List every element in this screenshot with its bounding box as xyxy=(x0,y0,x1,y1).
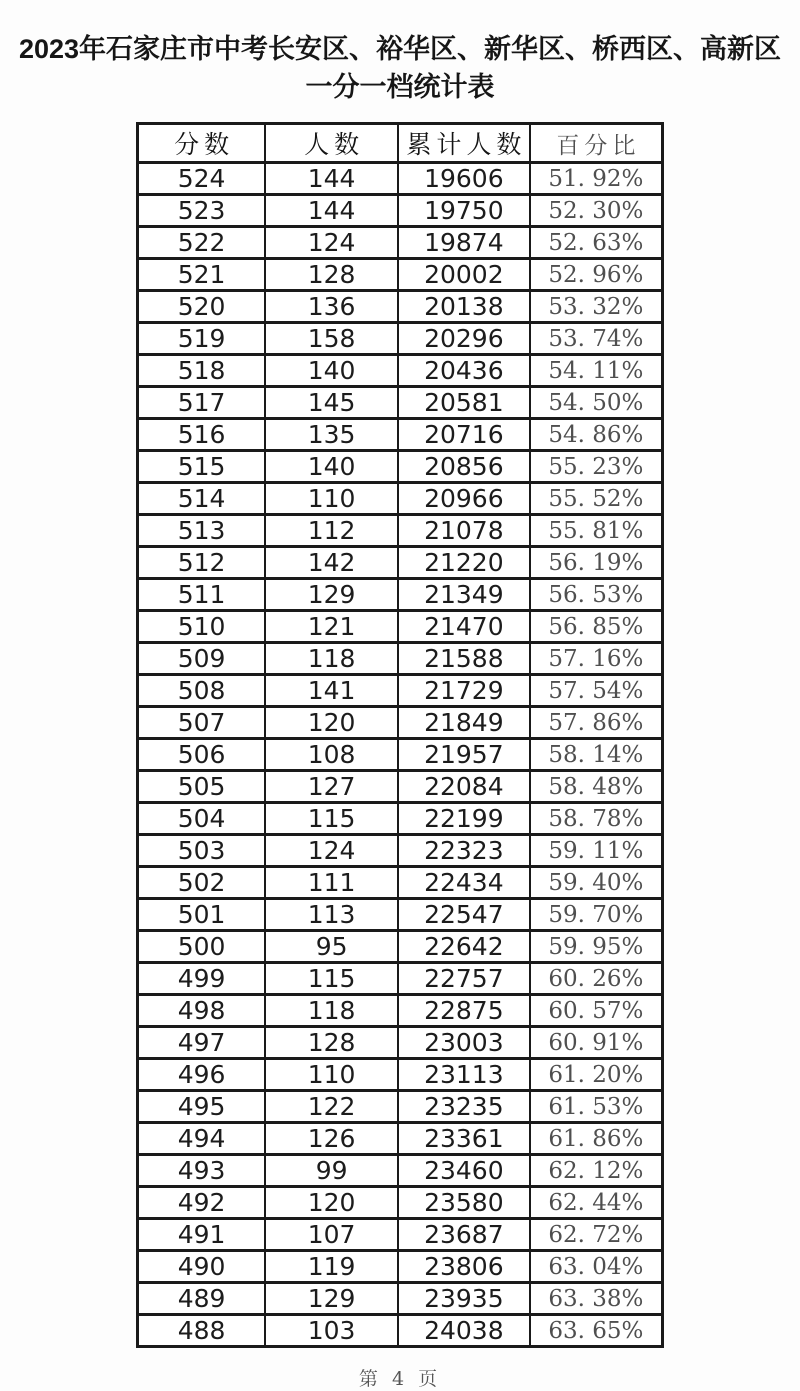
count-cell: 145 xyxy=(265,387,398,419)
percent-cell: 54. 50% xyxy=(530,387,663,419)
count-cell: 122 xyxy=(265,1091,398,1123)
percent-cell: 63. 38% xyxy=(530,1283,663,1315)
count-cell: 144 xyxy=(265,195,398,227)
count-cell: 140 xyxy=(265,451,398,483)
count-cell: 113 xyxy=(265,899,398,931)
count-cell: 95 xyxy=(265,931,398,963)
cumulative-cell: 22084 xyxy=(398,771,530,803)
percent-cell: 57. 54% xyxy=(530,675,663,707)
score-cell: 518 xyxy=(138,355,266,387)
count-cell: 124 xyxy=(265,835,398,867)
table-row xyxy=(138,707,663,739)
percent-cell: 56. 53% xyxy=(530,579,663,611)
count-cell: 136 xyxy=(265,291,398,323)
cumulative-cell: 23003 xyxy=(398,1027,530,1059)
percent-cell: 59. 40% xyxy=(530,867,663,899)
table-row xyxy=(138,419,663,451)
count-cell: 129 xyxy=(265,1283,398,1315)
percent-cell: 58. 78% xyxy=(530,803,663,835)
table-row xyxy=(138,803,663,835)
cumulative-cell: 23235 xyxy=(398,1091,530,1123)
count-cell: 135 xyxy=(265,419,398,451)
table-row xyxy=(138,643,663,675)
percent-cell: 52. 96% xyxy=(530,259,663,291)
count-cell: 110 xyxy=(265,1059,398,1091)
score-cell: 516 xyxy=(138,419,266,451)
percent-cell: 55. 52% xyxy=(530,483,663,515)
score-cell: 517 xyxy=(138,387,266,419)
table-row xyxy=(138,931,663,963)
score-cell: 501 xyxy=(138,899,266,931)
percent-cell: 58. 14% xyxy=(530,739,663,771)
table-row xyxy=(138,1059,663,1091)
percent-cell: 55. 81% xyxy=(530,515,663,547)
score-cell: 506 xyxy=(138,739,266,771)
count-cell: 128 xyxy=(265,259,398,291)
table-row xyxy=(138,1123,663,1155)
cumulative-cell: 22757 xyxy=(398,963,530,995)
count-cell: 103 xyxy=(265,1315,398,1347)
cumulative-cell: 23361 xyxy=(398,1123,530,1155)
percent-cell: 57. 16% xyxy=(530,643,663,675)
percent-cell: 52. 63% xyxy=(530,227,663,259)
page-title xyxy=(0,0,800,106)
percent-cell: 51. 92% xyxy=(530,163,663,195)
cumulative-cell: 20002 xyxy=(398,259,530,291)
page-title-line-2: 一分一档统计表 xyxy=(305,72,495,102)
count-cell: 121 xyxy=(265,611,398,643)
table-row xyxy=(138,1187,663,1219)
table-row xyxy=(138,899,663,931)
count-cell: 118 xyxy=(265,995,398,1027)
percent-cell: 53. 32% xyxy=(530,291,663,323)
percent-cell: 62. 44% xyxy=(530,1187,663,1219)
cumulative-cell: 24038 xyxy=(398,1315,530,1347)
cumulative-cell: 23460 xyxy=(398,1155,530,1187)
count-cell: 111 xyxy=(265,867,398,899)
percent-cell: 62. 72% xyxy=(530,1219,663,1251)
table-header-row xyxy=(138,124,663,163)
percent-cell: 62. 12% xyxy=(530,1155,663,1187)
score-cell: 515 xyxy=(138,451,266,483)
count-cell: 129 xyxy=(265,579,398,611)
count-cell: 120 xyxy=(265,707,398,739)
cumulative-cell: 21957 xyxy=(398,739,530,771)
table-row xyxy=(138,611,663,643)
score-cell: 499 xyxy=(138,963,266,995)
score-cell: 493 xyxy=(138,1155,266,1187)
table-row xyxy=(138,1315,663,1347)
cumulative-cell: 20581 xyxy=(398,387,530,419)
table-row xyxy=(138,1219,663,1251)
score-cell: 500 xyxy=(138,931,266,963)
table-row xyxy=(138,835,663,867)
percent-cell: 53. 74% xyxy=(530,323,663,355)
percent-cell: 54. 86% xyxy=(530,419,663,451)
cumulative-cell: 20966 xyxy=(398,483,530,515)
table-body xyxy=(138,163,663,1347)
count-cell: 142 xyxy=(265,547,398,579)
cumulative-cell: 23113 xyxy=(398,1059,530,1091)
percent-cell: 61. 20% xyxy=(530,1059,663,1091)
score-cell: 492 xyxy=(138,1187,266,1219)
score-cell: 513 xyxy=(138,515,266,547)
header-cumulative: 累计人数 xyxy=(398,124,530,163)
percent-cell: 60. 57% xyxy=(530,995,663,1027)
cumulative-cell: 21470 xyxy=(398,611,530,643)
cumulative-cell: 21729 xyxy=(398,675,530,707)
cumulative-cell: 19874 xyxy=(398,227,530,259)
cumulative-cell: 20716 xyxy=(398,419,530,451)
page-number: 第 4 页 xyxy=(358,1368,442,1390)
table-row xyxy=(138,323,663,355)
percent-cell: 58. 48% xyxy=(530,771,663,803)
header-count: 人数 xyxy=(265,124,398,163)
table-row xyxy=(138,771,663,803)
count-cell: 120 xyxy=(265,1187,398,1219)
score-cell: 489 xyxy=(138,1283,266,1315)
cumulative-cell: 21349 xyxy=(398,579,530,611)
count-cell: 126 xyxy=(265,1123,398,1155)
cumulative-cell: 22434 xyxy=(398,867,530,899)
count-cell: 144 xyxy=(265,163,398,195)
table-row xyxy=(138,387,663,419)
count-cell: 110 xyxy=(265,483,398,515)
table-row xyxy=(138,291,663,323)
count-cell: 158 xyxy=(265,323,398,355)
score-cell: 512 xyxy=(138,547,266,579)
percent-cell: 54. 11% xyxy=(530,355,663,387)
cumulative-cell: 22547 xyxy=(398,899,530,931)
table-row xyxy=(138,1027,663,1059)
cumulative-cell: 23687 xyxy=(398,1219,530,1251)
header-percent: 百分比 xyxy=(530,124,663,163)
score-cell: 494 xyxy=(138,1123,266,1155)
table-row xyxy=(138,995,663,1027)
table-row xyxy=(138,1251,663,1283)
percent-cell: 61. 86% xyxy=(530,1123,663,1155)
score-cell: 498 xyxy=(138,995,266,1027)
cumulative-cell: 22875 xyxy=(398,995,530,1027)
score-cell: 521 xyxy=(138,259,266,291)
score-cell: 520 xyxy=(138,291,266,323)
count-cell: 99 xyxy=(265,1155,398,1187)
cumulative-cell: 20138 xyxy=(398,291,530,323)
table-row xyxy=(138,1283,663,1315)
percent-cell: 52. 30% xyxy=(530,195,663,227)
table-row xyxy=(138,227,663,259)
percent-cell: 63. 04% xyxy=(530,1251,663,1283)
percent-cell: 60. 26% xyxy=(530,963,663,995)
cumulative-cell: 23580 xyxy=(398,1187,530,1219)
count-cell: 124 xyxy=(265,227,398,259)
cumulative-cell: 23935 xyxy=(398,1283,530,1315)
count-cell: 118 xyxy=(265,643,398,675)
percent-cell: 55. 23% xyxy=(530,451,663,483)
header-score: 分数 xyxy=(138,124,266,163)
count-cell: 108 xyxy=(265,739,398,771)
count-cell: 119 xyxy=(265,1251,398,1283)
score-cell: 508 xyxy=(138,675,266,707)
score-cell: 510 xyxy=(138,611,266,643)
cumulative-cell: 20436 xyxy=(398,355,530,387)
table-row xyxy=(138,739,663,771)
cumulative-cell: 21849 xyxy=(398,707,530,739)
table-row xyxy=(138,355,663,387)
score-cell: 504 xyxy=(138,803,266,835)
count-cell: 112 xyxy=(265,515,398,547)
percent-cell: 63. 65% xyxy=(530,1315,663,1347)
score-cell: 505 xyxy=(138,771,266,803)
percent-cell: 57. 86% xyxy=(530,707,663,739)
score-cell: 519 xyxy=(138,323,266,355)
percent-cell: 56. 85% xyxy=(530,611,663,643)
score-cell: 491 xyxy=(138,1219,266,1251)
score-cell: 503 xyxy=(138,835,266,867)
cumulative-cell: 20296 xyxy=(398,323,530,355)
score-cell: 522 xyxy=(138,227,266,259)
table-row xyxy=(138,195,663,227)
score-cell: 509 xyxy=(138,643,266,675)
cumulative-cell: 21588 xyxy=(398,643,530,675)
count-cell: 107 xyxy=(265,1219,398,1251)
percent-cell: 59. 70% xyxy=(530,899,663,931)
count-cell: 127 xyxy=(265,771,398,803)
cumulative-cell: 22199 xyxy=(398,803,530,835)
score-cell: 497 xyxy=(138,1027,266,1059)
table-row xyxy=(138,963,663,995)
table-row xyxy=(138,547,663,579)
score-cell: 507 xyxy=(138,707,266,739)
cumulative-cell: 21220 xyxy=(398,547,530,579)
count-cell: 128 xyxy=(265,1027,398,1059)
score-cell: 502 xyxy=(138,867,266,899)
percent-cell: 59. 11% xyxy=(530,835,663,867)
score-cell: 514 xyxy=(138,483,266,515)
cumulative-cell: 22323 xyxy=(398,835,530,867)
page-title-line-1: 2023年石家庄市中考长安区、裕华区、新华区、桥西区、高新区 xyxy=(18,34,782,64)
score-cell: 496 xyxy=(138,1059,266,1091)
table-row xyxy=(138,675,663,707)
score-cell: 523 xyxy=(138,195,266,227)
table-row xyxy=(138,867,663,899)
cumulative-cell: 22642 xyxy=(398,931,530,963)
table-row xyxy=(138,515,663,547)
cumulative-cell: 19606 xyxy=(398,163,530,195)
score-cell: 511 xyxy=(138,579,266,611)
score-cell: 495 xyxy=(138,1091,266,1123)
percent-cell: 60. 91% xyxy=(530,1027,663,1059)
score-cell: 490 xyxy=(138,1251,266,1283)
count-cell: 141 xyxy=(265,675,398,707)
score-distribution-table xyxy=(136,122,664,1348)
count-cell: 140 xyxy=(265,355,398,387)
table-row xyxy=(138,451,663,483)
cumulative-cell: 20856 xyxy=(398,451,530,483)
table-row xyxy=(138,259,663,291)
percent-cell: 56. 19% xyxy=(530,547,663,579)
table-row xyxy=(138,483,663,515)
score-cell: 488 xyxy=(138,1315,266,1347)
percent-cell: 59. 95% xyxy=(530,931,663,963)
percent-cell: 61. 53% xyxy=(530,1091,663,1123)
cumulative-cell: 23806 xyxy=(398,1251,530,1283)
table-row xyxy=(138,1155,663,1187)
table-row xyxy=(138,579,663,611)
count-cell: 115 xyxy=(265,803,398,835)
count-cell: 115 xyxy=(265,963,398,995)
table-row xyxy=(138,163,663,195)
score-cell: 524 xyxy=(138,163,266,195)
cumulative-cell: 19750 xyxy=(398,195,530,227)
cumulative-cell: 21078 xyxy=(398,515,530,547)
table-row xyxy=(138,1091,663,1123)
